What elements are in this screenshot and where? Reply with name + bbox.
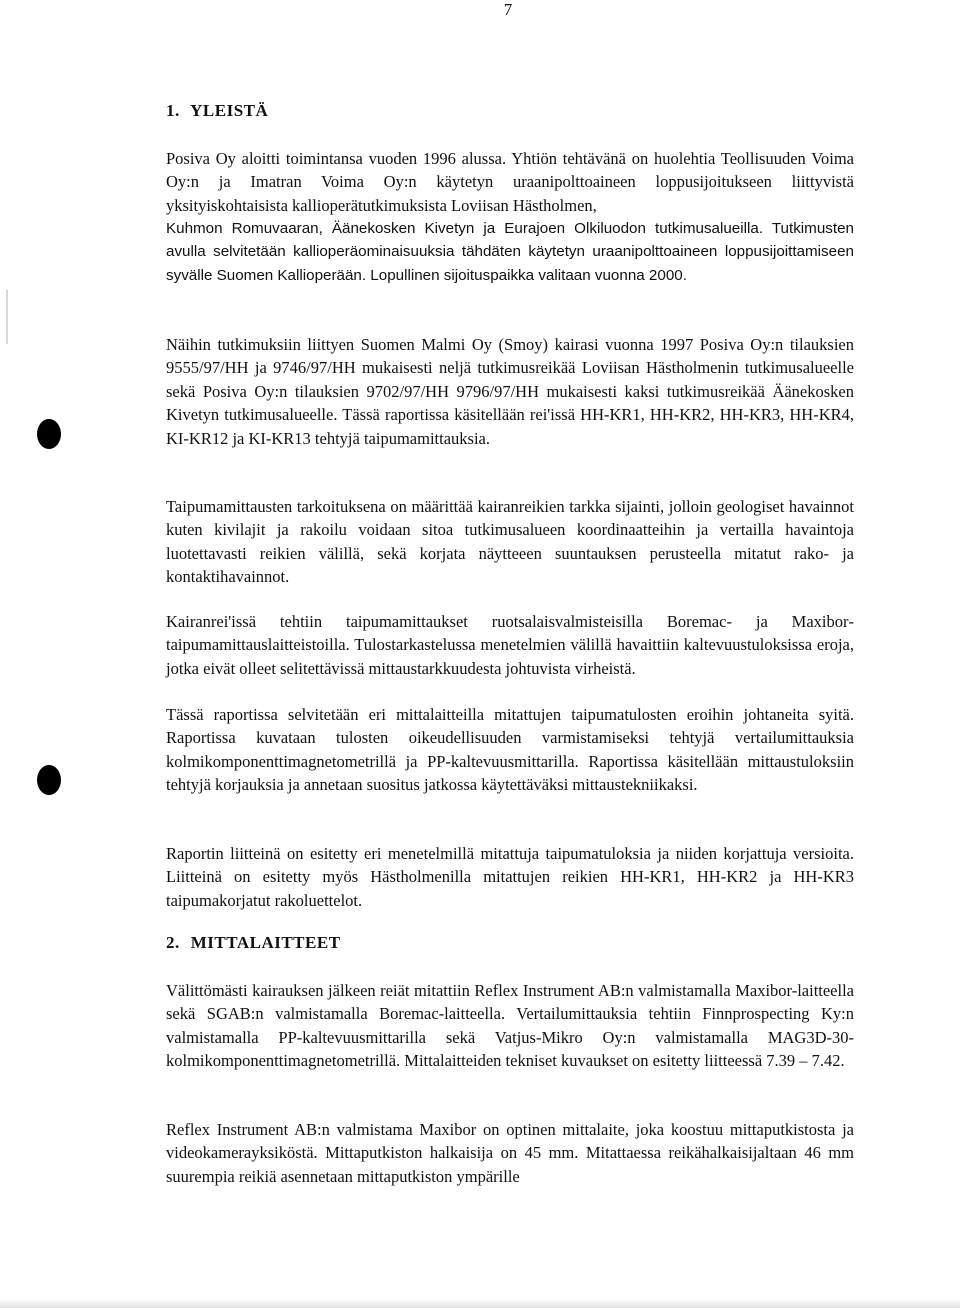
binder-hole-mark-bottom [37, 765, 61, 795]
scan-edge-mark [6, 290, 8, 344]
section-1-paragraph-2: Näihin tutkimuksiin liittyen Suomen Malmi Oy (Smoy) kairasi vuonna 1997 Posiva Oy:n tilauksien 9555/97/HH ja 9746/97/HH mukaisesti neljä tutkimusreikää Loviisan Hästholmenin tutkimusalueelle sekä Posiva Oy:n tilauksien 9702/97/HH 9796/97/HH mukaisesti kaksi tutkimusreikää Äänekosken Kivetyn tutkimusalueelle. Tässä raportissa käsitellään rei'issä HH-KR1, HH-KR2, HH-KR3, HH-KR4, KI-KR12 ja KI-KR13 tehtyjä taipumamittauksia. [166, 335, 854, 448]
section-2-paragraph-2: Reflex Instrument AB:n valmistama Maxibor on optinen mittalaite, joka koostuu mittaputkistosta ja videokamerayksiköstä. Mittaputkiston halkaisija on 45 mm. Mitattaessa reikähalkaisijaltaan 46 mm suurempia reikiä asennetaan mittaputkiston ympärille [166, 1120, 854, 1186]
section-2-paragraph-1: Välittömästi kairauksen jälkeen reiät mitattiin Reflex Instrument AB:n valmistamalla Maxibor-laitteella sekä SGAB:n valmistamalla Boremac-laitteella. Vertailumittauksia tehtiin Finnprospecting Ky:n valmistamalla PP-kaltevuusmittarilla sekä Vatjus-Mikro Oy:n valmistamalla MAG3D-30-kolmikomponenttimagnetometrillä. Mittalaitteiden tekniset kuvaukset on esitetty liitteessä 7.39 – 7.42. [166, 981, 854, 1071]
binder-hole-mark-top [37, 419, 61, 449]
section-1-number: 1. [166, 101, 180, 120]
page-number: 7 [503, 0, 513, 19]
section-1-paragraph-3: Taipumamittausten tarkoituksena on määrittää kairanreikien tarkka sijainti, jolloin geologiset havainnot kuten kivilajit ja rakoilu voidaan sitoa tutkimusalueen koordinaatteihin ja vertailla havaintoja luotettavasti reikien välillä, sekä korjata näytteeen suuntauksen perusteella mitatut rako- ja kontaktihavainnot. [166, 497, 854, 587]
section-1-paragraph-6: Raportin liitteinä on esitetty eri menetelmillä mitattuja taipumatuloksia ja niiden korjattuja versioita. Liitteinä on esitetty myös Hästholmenilla mitattujen reikien HH-KR1, HH-KR2 ja HH-KR3 taipumakorjatut rakoluettelot. [166, 844, 854, 910]
section-2-heading [166, 933, 341, 953]
section-2-number: 2. [166, 933, 180, 952]
section-1-paragraph-4: Kairanrei'issä tehtiin taipumamittaukset ruotsalaisvalmisteisilla Boremac- ja Maxibortaipumamittauslaitteistoilla. Tulostarkastelussa menetelmien välillä havaittiin kaltevuustuloksissa eroja, jotka eivät olleet selitettävissä mittaustarkkuudesta johtuvista virheistä. [166, 612, 854, 678]
section-2-title: MITTALAITTEET [190, 933, 341, 952]
section-1-paragraph-1a: Posiva Oy aloitti toimintansa vuoden 1996 alussa. Yhtiön tehtävänä on huolehtia Teollisuuden Voima Oy:n ja Imatran Voima Oy:n käytetyn uraanipolttoaineen loppusijoitukseen liittyvistä yksityiskohtaisista kallioperätutkimuksista Loviisan Hästholmen, [166, 149, 854, 215]
section-1-paragraph-5: Tässä raportissa selvitetään eri mittalaitteilla mitattujen taipumatulosten eroihin johtaneita syitä. Raportissa kuvataan tulosten oikeudellisuuden varmistamiseksi tehtyjä vertailumittauksia kolmikomponenttimagnetometrillä ja PP-kaltevuusmittarilla. Raportissa käsitellään mittaustuloksiin tehtyjä korjauksia ja annetaan suositus jatkossa käytettäväksi mittaustekniikaksi. [166, 705, 854, 795]
section-1-title: YLEISTÄ [190, 101, 269, 120]
scan-bottom-edge [0, 1298, 960, 1308]
section-1-heading [166, 101, 268, 121]
section-1-paragraph-1b: Kuhmon Romuvaaran, Äänekosken Kivetyn ja Eurajoen Olkiluodon tutkimusalueilla. Tutkimusten avulla selvitetään kallioperäominaisuuksia tähdäten käytetyn uraanipolttoaineen loppusijoittamiseen syvälle Suomen Kallioperään. Lopullinen sijoituspaikka valitaan vuonna 2000. [166, 220, 854, 284]
